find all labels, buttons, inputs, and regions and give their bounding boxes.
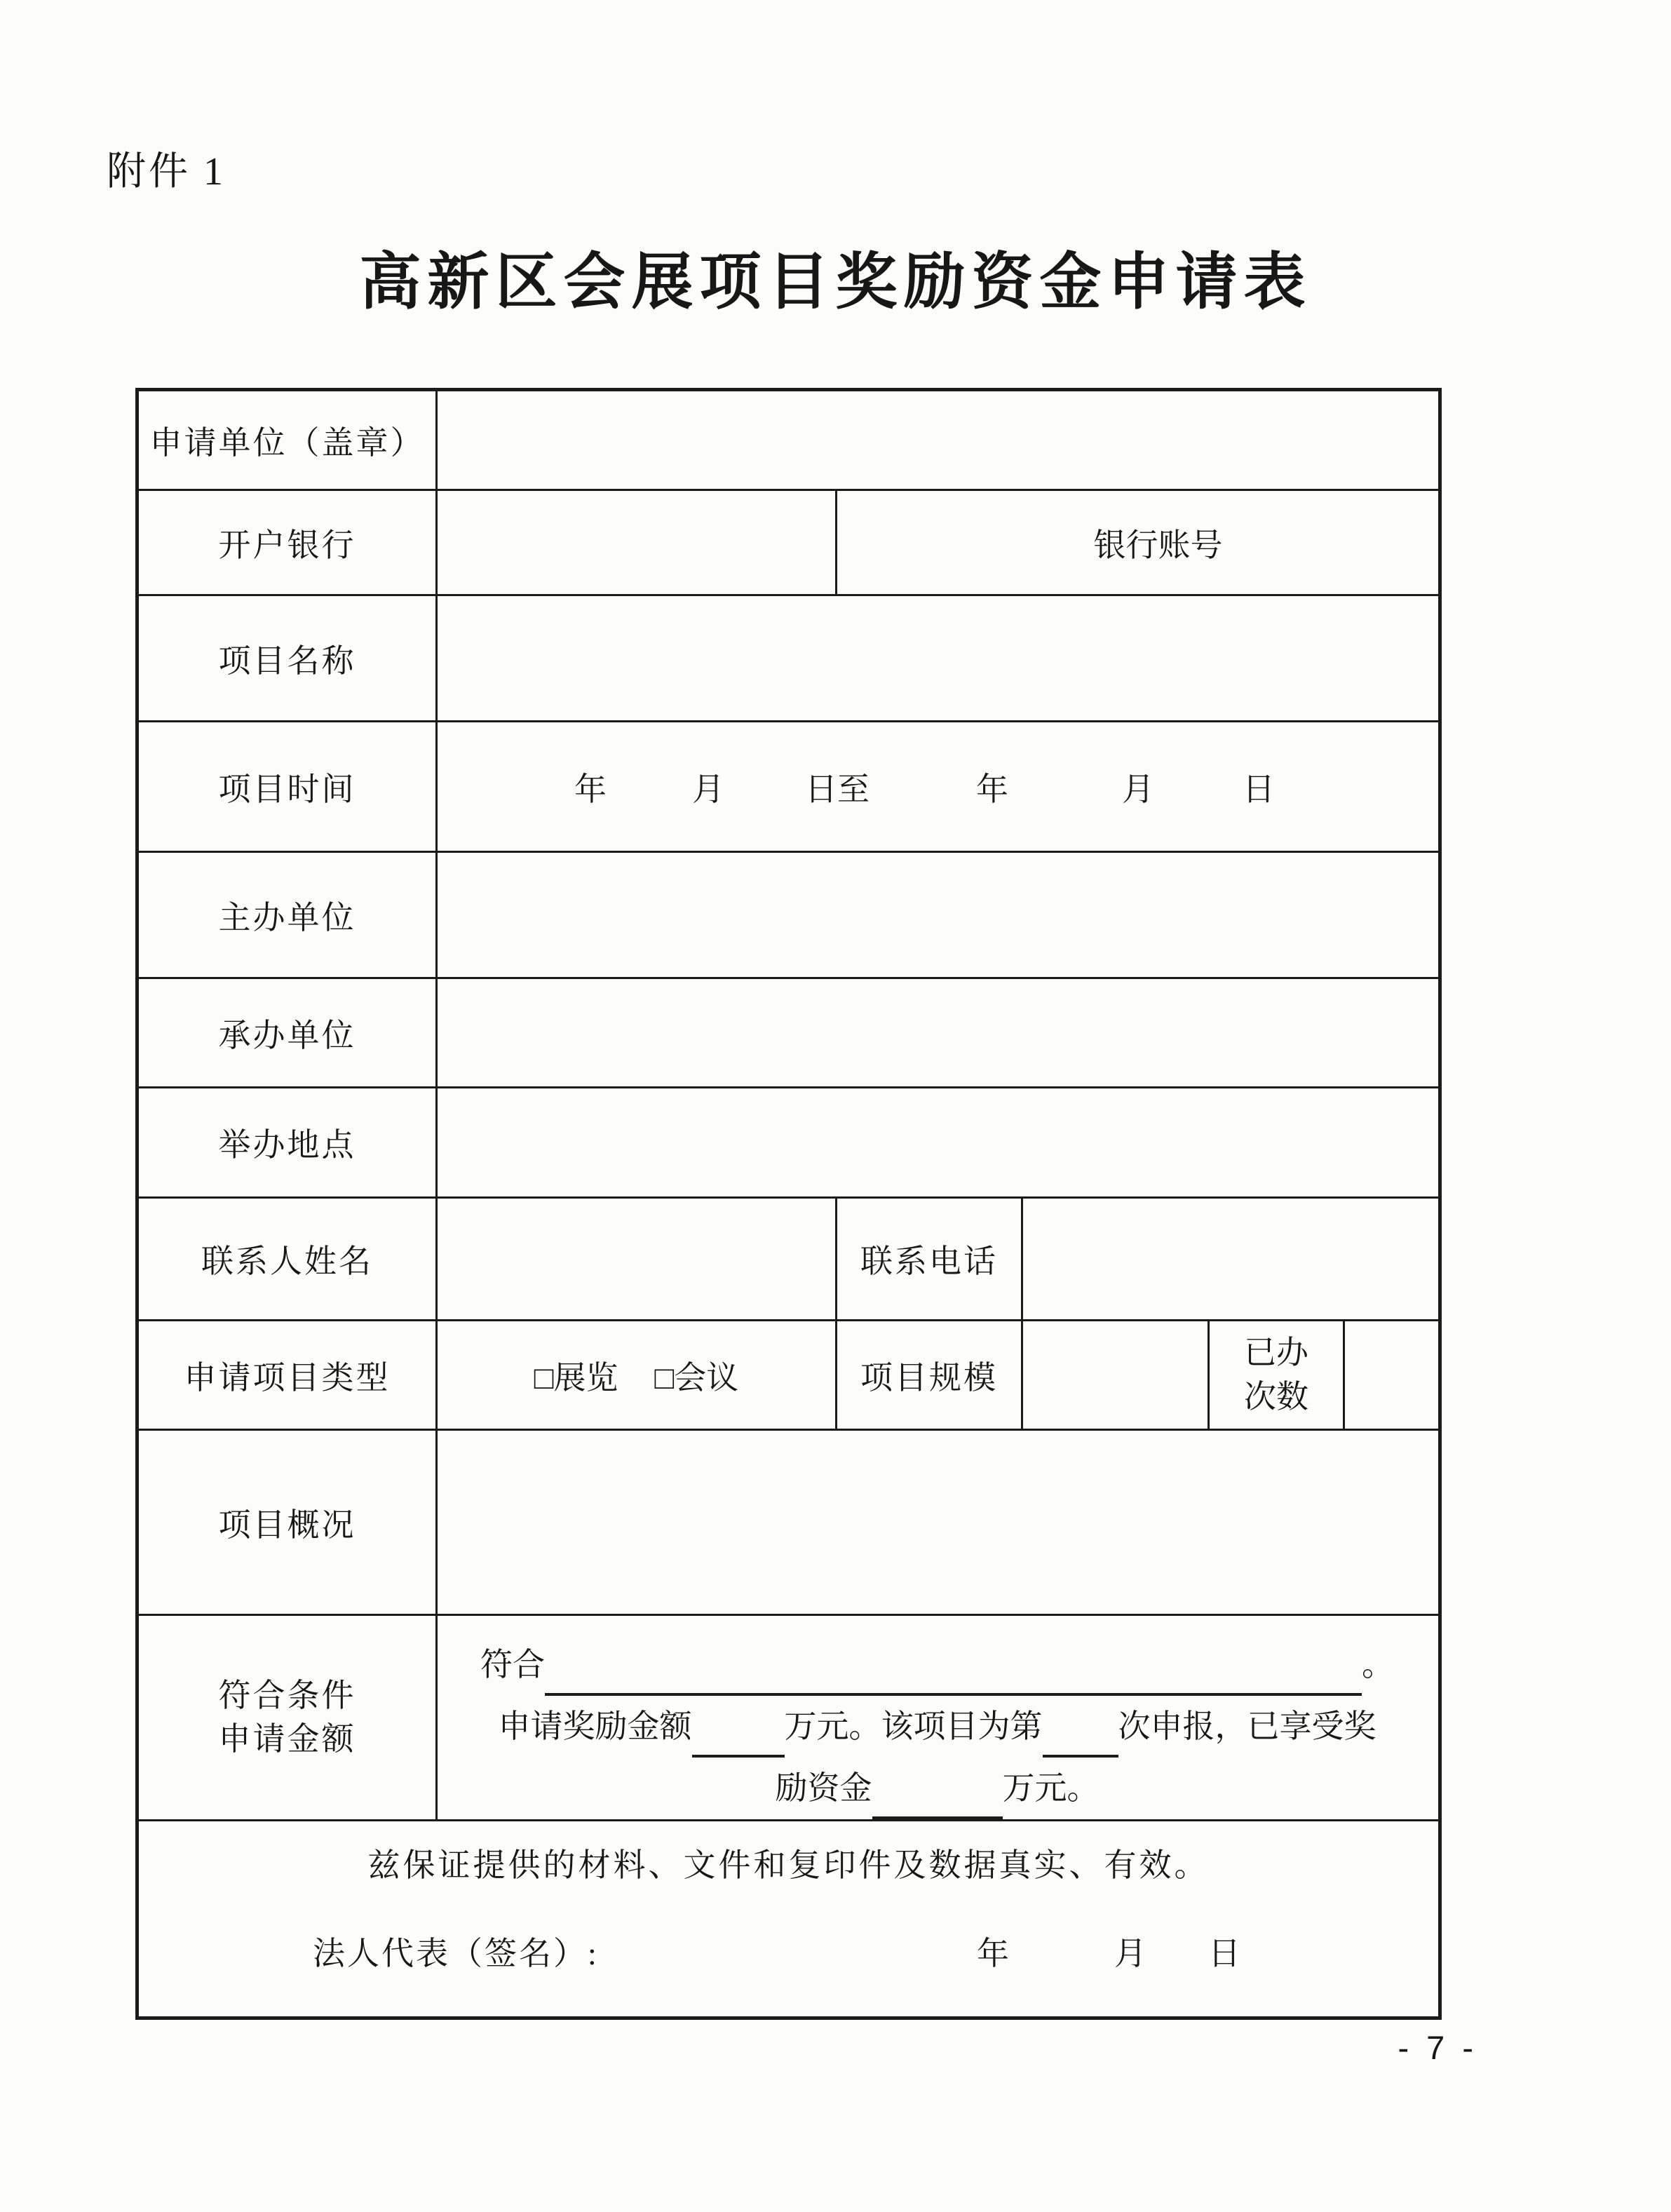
- bank-account-cell: [837, 490, 1440, 595]
- undertaker-label: 承办单位: [137, 978, 437, 1088]
- organizer-label: 主办单位: [137, 852, 437, 978]
- time-token-year1: 年: [574, 771, 607, 807]
- project-time-value-cell: [437, 722, 1440, 852]
- project-time-placeholders: [438, 764, 1438, 810]
- row-bank: [137, 490, 1440, 595]
- row-contact: [137, 1198, 1440, 1321]
- reward-amount-blank: [692, 1718, 785, 1758]
- applicant-label: 申请单位（盖章）: [137, 390, 437, 490]
- row-declaration: [137, 1821, 1440, 2018]
- amount-line2: 申请奖励金额 万元。该项目为第 次申报，已享受奖: [460, 1696, 1414, 1758]
- row-overview: [137, 1430, 1440, 1615]
- times-held-line2: 次数: [1244, 1378, 1308, 1415]
- application-form-table: [135, 388, 1442, 2020]
- project-type-options-cell: [437, 1321, 837, 1430]
- contact-phone-value-cell: [1022, 1198, 1440, 1321]
- row-applicant: [137, 390, 1440, 490]
- times-held-line1: 已办: [1244, 1335, 1308, 1371]
- legal-rep-label: 法人代表（签名）:: [313, 1936, 599, 1971]
- row-project-type: [137, 1321, 1440, 1430]
- time-token-year2: 年: [976, 771, 1008, 807]
- page-title: 高新区会展项目奖励资金申请表: [359, 249, 1312, 317]
- bank-value-cell: [437, 490, 837, 595]
- checkbox-exhibition-option: □展览: [534, 1359, 618, 1396]
- date-token-month: 月: [1114, 1936, 1146, 1971]
- venue-value-cell: [437, 1088, 1440, 1198]
- time-token-month1: 月: [692, 771, 724, 807]
- row-project-name: [137, 595, 1440, 722]
- conditions-blank-line: [545, 1657, 1362, 1696]
- row-amount: [137, 1615, 1440, 1821]
- project-name-value-cell: [437, 595, 1440, 722]
- overview-label: 项目概况: [137, 1430, 437, 1615]
- row-organizer: [137, 852, 1440, 978]
- project-name-label: 项目名称: [137, 595, 437, 722]
- date-token-year: 年: [977, 1936, 1009, 1971]
- contact-name-label: 联系人姓名: [137, 1198, 437, 1321]
- row-project-time: [137, 722, 1440, 852]
- time-token-day2: 日: [1243, 771, 1275, 807]
- times-held-label: [1209, 1321, 1344, 1430]
- amount-line1: 符合 。: [460, 1634, 1414, 1696]
- amount-label-line1: 符合条件: [218, 1677, 356, 1713]
- declaration-cell: [137, 1821, 1440, 2018]
- contact-name-value-cell: [437, 1198, 837, 1321]
- applicant-value-cell: [437, 390, 1440, 490]
- overview-value-cell: [437, 1430, 1440, 1615]
- attachment-label: 附件 1: [107, 150, 226, 194]
- amount-label-line2: 申请金额: [218, 1721, 356, 1757]
- amount-line3: 励资金 万元。: [460, 1758, 1414, 1819]
- amount-label: [137, 1615, 437, 1821]
- times-held-value-cell: [1344, 1321, 1440, 1430]
- page-number: - 7 -: [1398, 2029, 1477, 2066]
- project-scale-label: 项目规模: [837, 1321, 1022, 1430]
- received-fund-blank: [872, 1780, 1003, 1819]
- signature-date-placeholders: [977, 1928, 1240, 1974]
- undertaker-value-cell: [437, 978, 1440, 1088]
- row-venue: [137, 1088, 1440, 1198]
- venue-label: 举办地点: [137, 1088, 437, 1198]
- contact-phone-label: 联系电话: [837, 1198, 1022, 1321]
- application-times-blank: [1043, 1718, 1118, 1758]
- project-type-label: 申请项目类型: [137, 1321, 437, 1430]
- bank-label: 开户银行: [137, 490, 437, 595]
- guarantee-text: 兹保证提供的材料、文件和复印件及数据真实、有效。: [367, 1847, 1210, 1883]
- row-undertaker: [137, 978, 1440, 1088]
- organizer-value-cell: [437, 852, 1440, 978]
- project-time-label: 项目时间: [137, 722, 437, 852]
- time-token-month2: 月: [1122, 771, 1154, 807]
- time-token-day-to: 日至: [805, 771, 870, 807]
- date-token-day: 日: [1208, 1936, 1240, 1971]
- bank-account-label: 银行账号: [1093, 527, 1223, 563]
- checkbox-conference-option: □会议: [654, 1359, 739, 1396]
- project-scale-value-cell: [1022, 1321, 1209, 1430]
- amount-content-cell: [437, 1615, 1440, 1821]
